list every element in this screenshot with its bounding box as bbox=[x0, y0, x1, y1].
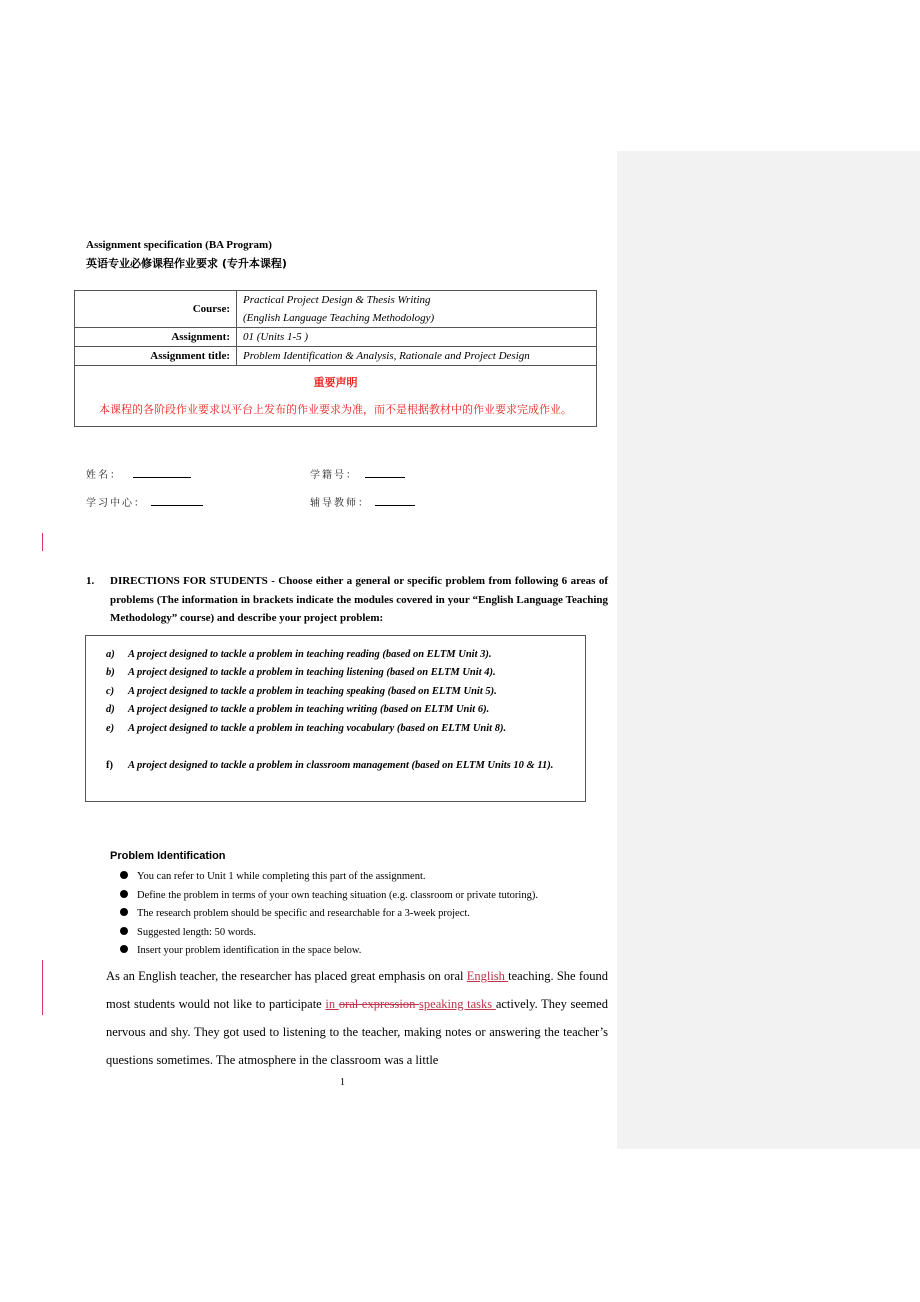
page-number: 1 bbox=[340, 1077, 345, 1088]
bullet-item bbox=[120, 868, 426, 887]
course-value-1: Practical Project Design & Thesis Writing bbox=[237, 291, 597, 310]
name-blank[interactable] bbox=[133, 467, 191, 478]
name-field bbox=[86, 466, 191, 481]
assignment-title-value: Problem Identification & Analysis, Rationale and Project Design bbox=[237, 347, 597, 366]
option-item bbox=[106, 720, 556, 739]
option-text: A project designed to tackle a problem in classroom management (based on ELTM Units 10 & 11). bbox=[128, 760, 554, 771]
option-label: d) bbox=[106, 704, 115, 715]
option-text: A project designed to tackle a problem in teaching reading (based on ELTM Unit 3). bbox=[128, 649, 492, 660]
option-label: a) bbox=[106, 649, 115, 660]
important-notice bbox=[75, 366, 597, 427]
option-item bbox=[106, 683, 556, 702]
option-text: A project designed to tackle a problem in teaching vocabulary (based on ELTM Unit 8). bbox=[128, 723, 507, 734]
answer-paragraph[interactable] bbox=[106, 962, 608, 1074]
center-field bbox=[86, 494, 203, 509]
option-item bbox=[106, 646, 556, 665]
bullet-item bbox=[120, 924, 256, 943]
bullet-dot-icon bbox=[120, 871, 128, 879]
bullet-dot-icon bbox=[120, 890, 128, 898]
assignment-spec-heading-cn: 英语专业必修课程作业要求 (专升本课程) bbox=[86, 257, 287, 270]
tracked-deletion: oral expression bbox=[338, 997, 420, 1011]
tracked-insertion: in bbox=[325, 997, 339, 1011]
center-blank[interactable] bbox=[151, 495, 203, 506]
tracked-insertion: speaking tasks bbox=[419, 997, 496, 1011]
student-id-blank[interactable] bbox=[365, 467, 405, 478]
bullet-item bbox=[120, 942, 361, 961]
assignment-title-label: Assignment title: bbox=[75, 347, 237, 366]
option-text: A project designed to tackle a problem in teaching writing (based on ELTM Unit 6). bbox=[128, 704, 490, 715]
option-label: b) bbox=[106, 667, 115, 678]
option-label: c) bbox=[106, 686, 115, 697]
option-item bbox=[106, 701, 556, 720]
tutor-field bbox=[310, 494, 415, 509]
course-value-2: (English Language Teaching Methodology) bbox=[237, 309, 597, 328]
comment-pane bbox=[617, 151, 920, 1149]
center-label: 学习中心： bbox=[86, 498, 146, 509]
directions-block bbox=[86, 572, 608, 628]
notice-body: 本课程的各阶段作业要求以平台上发布的作业要求为准，而不是根据教材中的作业要求完成作业。 bbox=[99, 403, 572, 416]
assignment-value: 01 (Units 1-5 ) bbox=[237, 328, 597, 347]
revision-marker bbox=[42, 533, 43, 551]
course-info-table bbox=[74, 290, 597, 427]
problem-identification-title: Problem Identification bbox=[110, 850, 226, 862]
bullet-text: Define the problem in terms of your own teaching situation (e.g. classroom or private tutoring). bbox=[137, 890, 538, 901]
tutor-label: 辅导教师： bbox=[310, 498, 370, 509]
option-label: e) bbox=[106, 723, 115, 734]
tracked-insertion: English bbox=[466, 969, 509, 983]
para-text: teaching. She found most students would not like to participate bbox=[106, 969, 608, 1011]
bullet-dot-icon bbox=[120, 927, 128, 935]
option-label: f) bbox=[106, 760, 113, 771]
bullet-text: You can refer to Unit 1 while completing this part of the assignment. bbox=[137, 871, 426, 882]
bullet-dot-icon bbox=[120, 908, 128, 916]
bullet-item bbox=[120, 887, 538, 906]
student-id-label: 学籍号： bbox=[310, 470, 358, 481]
option-text: A project designed to tackle a problem in teaching listening (based on ELTM Unit 4). bbox=[128, 667, 496, 678]
option-item bbox=[106, 757, 556, 776]
directions-text: DIRECTIONS FOR STUDENTS - Choose either a general or specific problem from following 6 areas of problems (The information in brackets indicate the modules covered in your “English Language Teaching Methodology” course) and describe your project problem: bbox=[110, 575, 608, 624]
para-text: actively. They seemed nervous and shy. They got used to listening to the teacher, making notes or answering the teacher’s questions sometimes. The atmosphere in the classroom was a little bbox=[106, 997, 608, 1067]
bullet-item bbox=[120, 905, 470, 924]
option-item bbox=[106, 664, 556, 683]
bullet-text: Suggested length: 50 words. bbox=[137, 927, 256, 938]
student-id-field bbox=[310, 466, 405, 481]
bullet-dot-icon bbox=[120, 945, 128, 953]
para-text: As an English teacher bbox=[106, 969, 216, 983]
course-label: Course: bbox=[75, 291, 237, 328]
tutor-blank[interactable] bbox=[375, 495, 415, 506]
revision-marker bbox=[42, 960, 43, 1015]
option-text: A project designed to tackle a problem in teaching speaking (based on ELTM Unit 5). bbox=[128, 686, 497, 697]
notice-title: 重要声明 bbox=[313, 376, 358, 389]
directions-number: 1. bbox=[86, 575, 95, 587]
bullet-text: The research problem should be specific and researchable for a 3-week project. bbox=[137, 908, 470, 919]
assignment-spec-heading: Assignment specification (BA Program) bbox=[86, 239, 272, 251]
para-text: , the researcher has placed great emphasis on oral bbox=[215, 969, 467, 983]
name-label: 姓名： bbox=[86, 470, 122, 481]
bullet-text: Insert your problem identification in the space below. bbox=[137, 945, 362, 956]
assignment-label: Assignment: bbox=[75, 328, 237, 347]
